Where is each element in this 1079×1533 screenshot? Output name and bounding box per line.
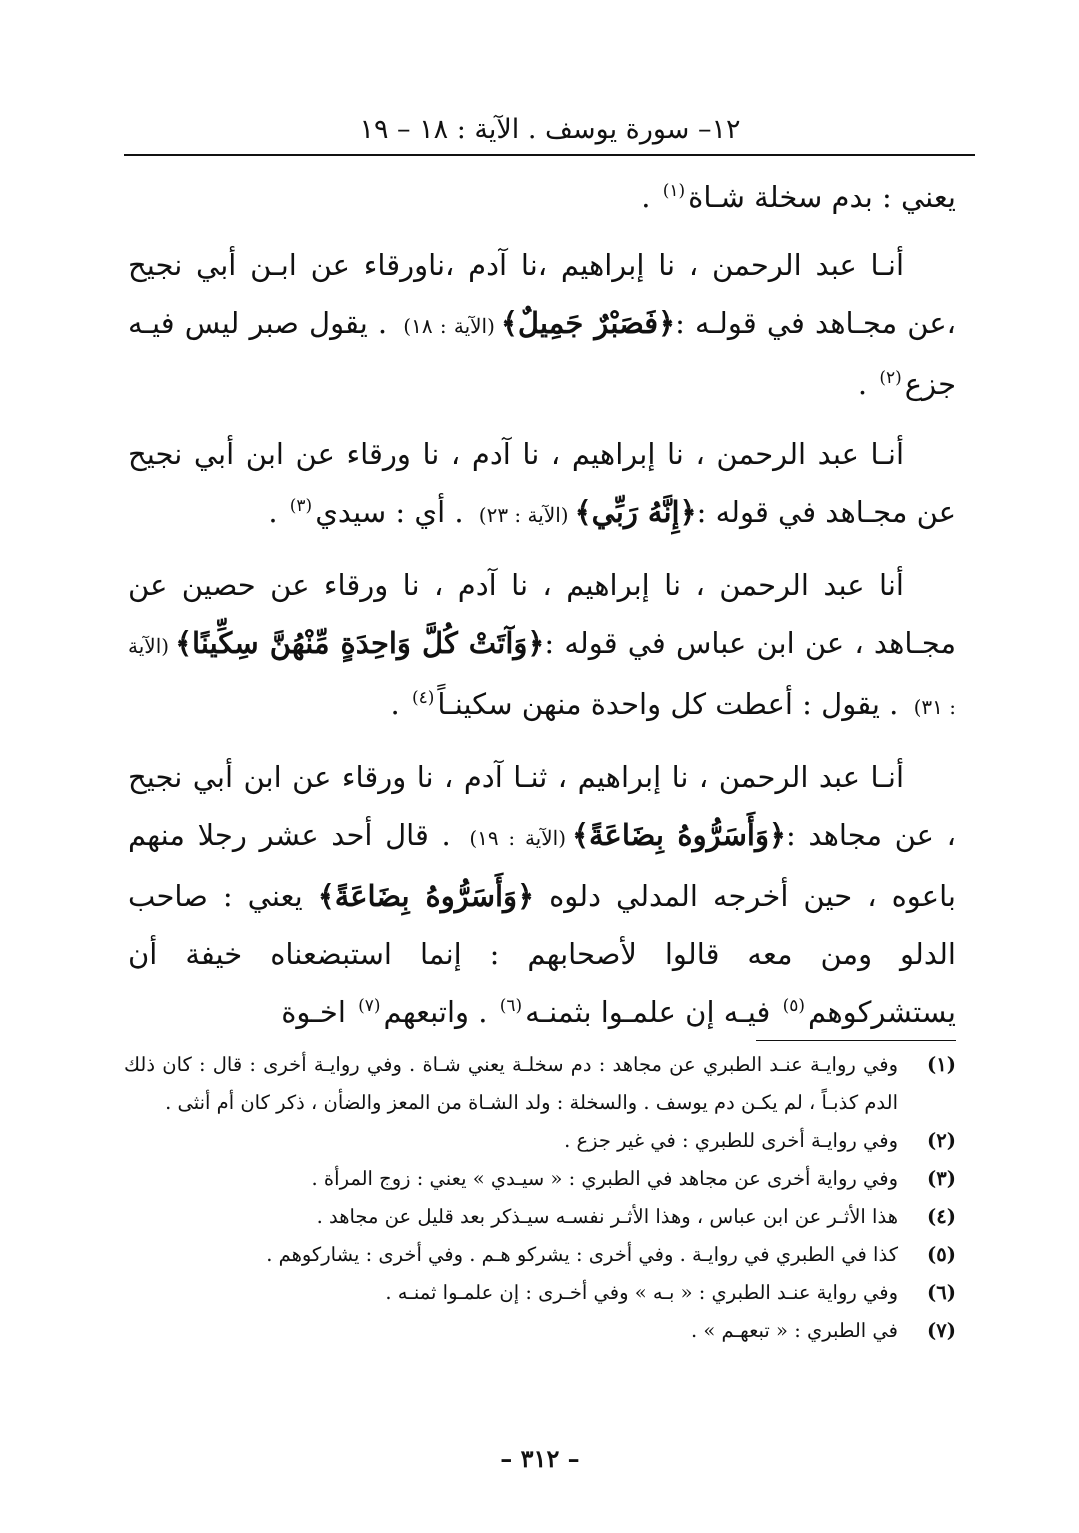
p3-end: . <box>268 495 287 529</box>
p1-end: . <box>641 180 660 214</box>
footnote-ref-3: (٣) <box>289 496 313 517</box>
footnotes <box>124 1046 956 1350</box>
paragraph-4 <box>128 556 956 736</box>
p5-text-d: فيـه إن علمـوا بثمنـه <box>525 995 780 1029</box>
footnote-text: كذا في الطبري في روايـة . وفي أخرى : يشركو هـم . وفي أخرى : يشاركوهم . <box>266 1243 898 1266</box>
footnote-ref-5: (٥) <box>782 996 806 1017</box>
p3-text-b: . أي : سيدي <box>315 495 473 529</box>
verse-ref-19: (الآية : ١٩) <box>469 826 566 850</box>
paragraph-5 <box>128 748 956 1041</box>
footnote-ref-4: (٤) <box>411 688 435 709</box>
footnote-6 <box>124 1274 956 1312</box>
footnote-ref-7: (٧) <box>358 996 381 1017</box>
p2-end: . <box>857 367 877 401</box>
footnote-number: (٦) <box>927 1281 956 1304</box>
footnote-text: وفي روايـة عنـد الطبري عن مجاهد : دم سخلـة يعني شـاة . وفي روايـة أخرى : قال : كان ذلك الدم كذبـاً ، لم يكـن دم يوسف . والسخلة : ولد الشـاة من المعز والضأن ، ذكر كان أم أنثى . <box>124 1053 898 1114</box>
p4-end: . <box>390 687 409 721</box>
p2-text-a: أنـا عبد الرحمن ، نا إبراهيم ،نا آدم ،ناورقاء عن ابـن أبي نجيح ،عن مجـاهد في قولـه : <box>128 248 956 340</box>
main-text <box>128 168 956 1053</box>
page-number: – ٣١٢ – <box>500 1444 580 1473</box>
quran-verse-31: ﴿وَآتَتْ كُلَّ وَاحِدَةٍ مِّنْهُنَّ سِكِّينًا﴾ <box>175 626 545 660</box>
footnote-7 <box>124 1312 956 1350</box>
footnote-text: هذا الأثـر عن ابن عباس ، وهذا الأثـر نفسـه سيـذكر بعد قليل عن مجاهد . <box>316 1205 898 1228</box>
p4-text-a: أنا عبد الرحمن ، نا إبراهيم ، نا آدم ، نا ورقاء عن حصين عن مجـاهد ، عن ابن عباس في قوله : <box>128 568 956 660</box>
footnote-ref-1: (١) <box>662 181 686 202</box>
footnote-5 <box>124 1236 956 1274</box>
paragraph-3 <box>128 425 956 544</box>
verse-ref-18: (الآية : ١٨) <box>403 314 495 338</box>
header-rule <box>124 154 975 156</box>
p3-text-a: أنـا عبد الرحمن ، نا إبراهيم ، نا آدم ، نا ورقاء عن ابن أبي نجيح عن مجـاهد في قوله : <box>128 437 956 529</box>
footnote-number: (٧) <box>927 1319 956 1342</box>
footnote-ref-2: (٢) <box>879 368 902 389</box>
footnote-3 <box>124 1160 956 1198</box>
footnote-number: (١) <box>927 1053 956 1076</box>
quran-verse-19-b: ﴿وَأَسَرُّوهُ بِضَاعَةً﴾ <box>317 879 535 913</box>
p4-text-b: . يقول : أعطت كل واحدة منهن سكينـاً <box>437 687 908 721</box>
footnote-2 <box>124 1122 956 1160</box>
paragraph-2 <box>128 236 956 413</box>
footnote-text: وفي روايـة أخرى للطبري : في غير جزع . <box>564 1129 898 1152</box>
quran-verse-23: ﴿إِنَّهُ رَبِّي﴾ <box>574 495 697 529</box>
footnote-number: (٣) <box>927 1167 956 1190</box>
footnote-number: (٢) <box>927 1129 956 1152</box>
p2-text-b: . يقول صبر ليس فيـه جزع <box>128 306 956 401</box>
p1-text: يعني : بدم سخلة شـاة <box>688 180 956 214</box>
paragraph-1 <box>128 168 956 226</box>
verse-ref-31: (الآية : ٣١) <box>128 634 956 719</box>
p5-text-b: . قال أحد عشر رجلا منهم باعوه ، حين أخرجه المدلي دلوه <box>128 818 956 913</box>
p5-text-a: أنـا عبد الرحمن ، نا إبراهيم ، ثنـا آدم ، نا ورقاء عن ابن أبي نجيح ، عن مجاهد : <box>128 760 956 852</box>
quran-verse-18: ﴿فَصَبْرٌ جَمِيلٌ﴾ <box>500 306 676 340</box>
p5-text-e: . واتبعهم <box>383 995 497 1029</box>
footnote-text: وفي رواية أخرى عن مجاهد في الطبري : « سيـدي » يعني : زوج المرأة . <box>311 1167 898 1190</box>
verse-ref-23: (الآية : ٢٣) <box>478 503 569 527</box>
footnote-4 <box>124 1198 956 1236</box>
footnote-ref-6: (٦) <box>499 996 523 1017</box>
quran-verse-19-a: ﴿وَأَسَرُّوهُ بِضَاعَةً﴾ <box>572 818 786 852</box>
footnote-number: (٤) <box>927 1205 956 1228</box>
footnote-text: وفي رواية عنـد الطبري : « بـه » وفي أخـرى : إن علمـوا ثمنـه . <box>385 1281 898 1304</box>
running-header: ١٢– سورة يوسف . الآية : ١٨ – ١٩ <box>359 114 741 145</box>
footnote-rule <box>756 1040 956 1041</box>
p5-text-c: يعني : صاحب الدلو ومن معه قالوا لأصحابهم : إنما استبضعناه خيفة أن يستشركوهم <box>128 879 956 1029</box>
footnote-1 <box>124 1046 956 1122</box>
footnote-text: في الطبري : « تبعهـم » . <box>690 1319 898 1342</box>
footnote-number: (٥) <box>927 1243 956 1266</box>
p5-text-f: اخـوة <box>281 995 356 1029</box>
